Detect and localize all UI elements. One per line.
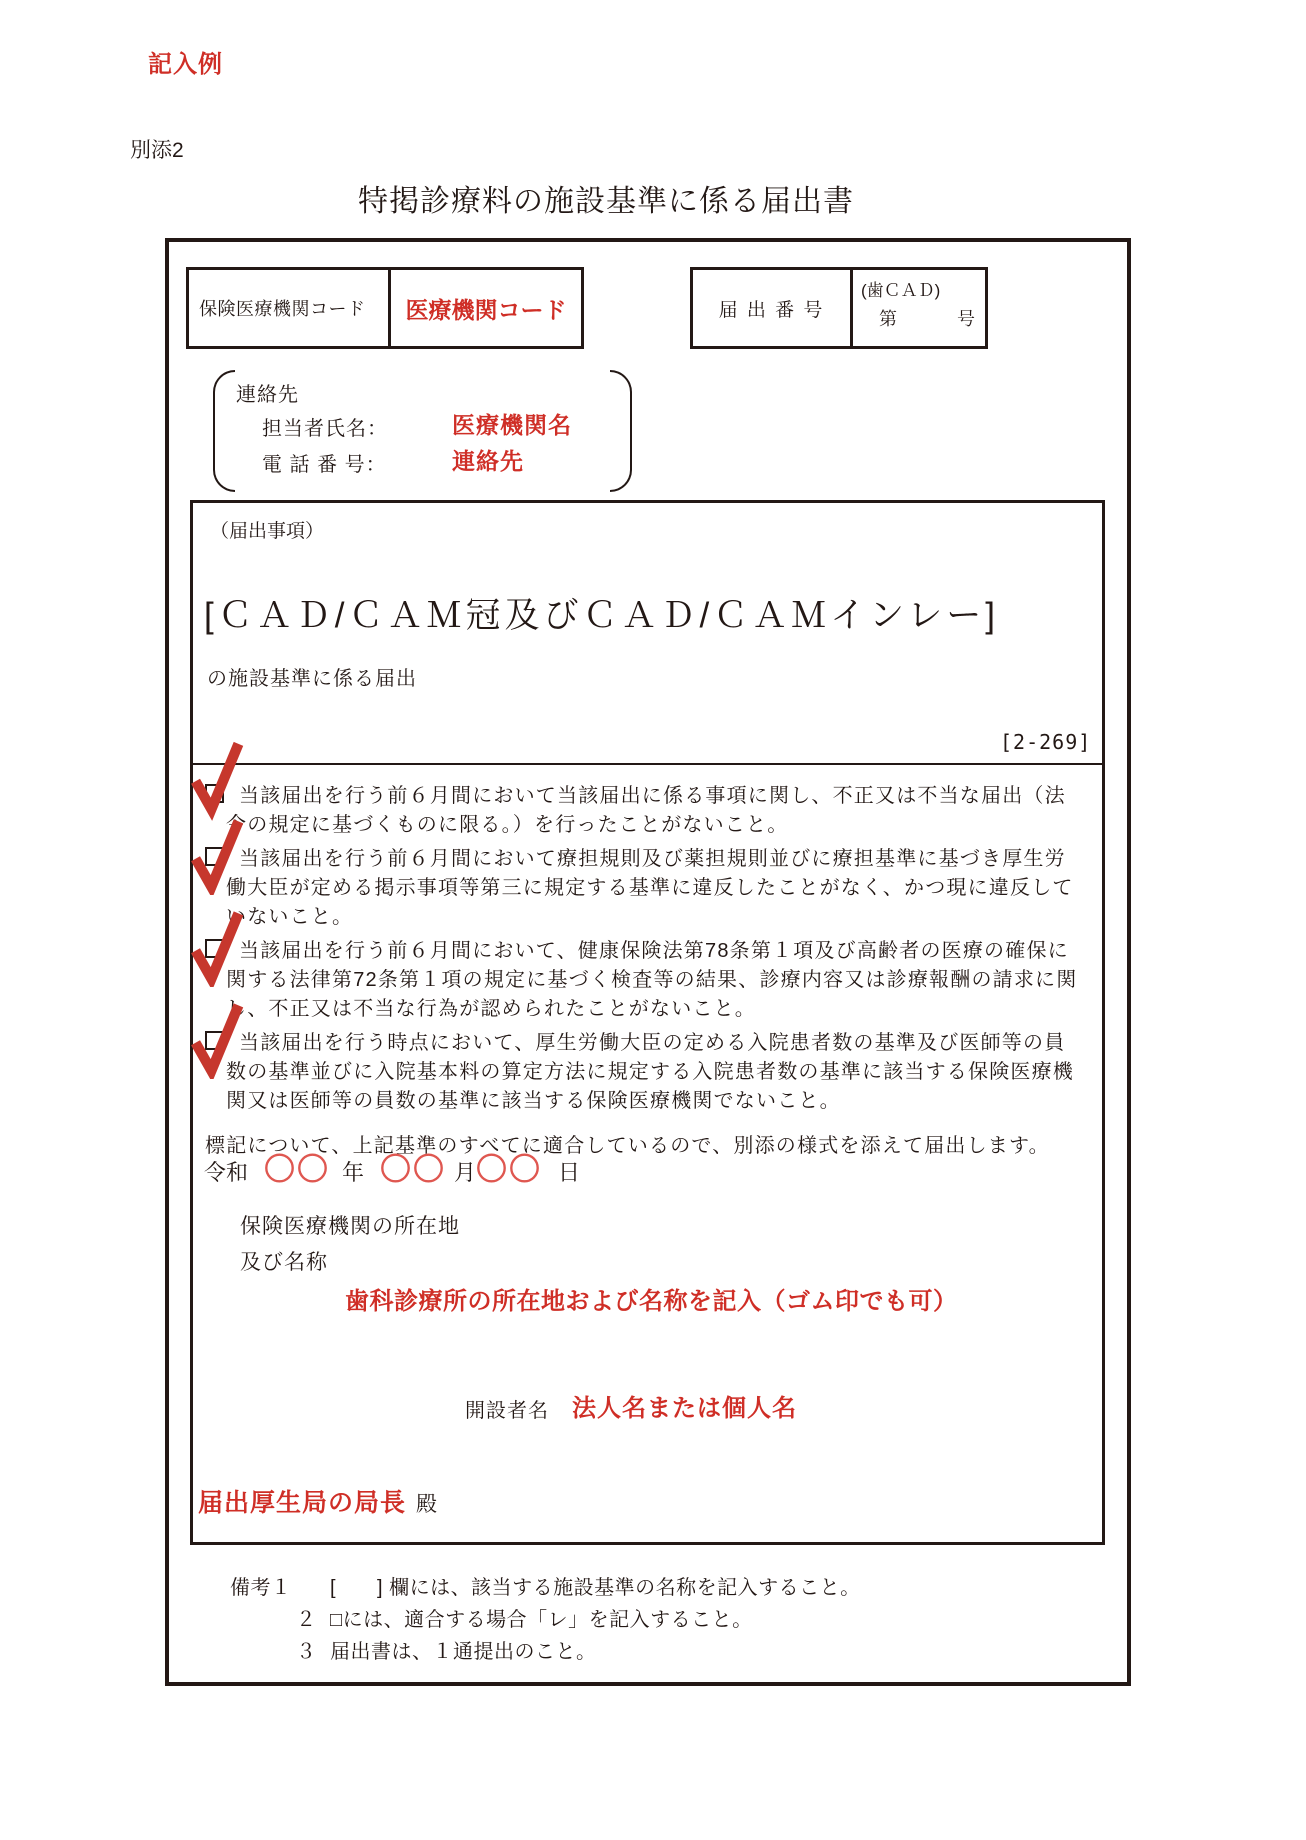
note-number: ３ bbox=[296, 1641, 317, 1663]
recipient-example-field[interactable]: 届出厚生局の局長 bbox=[198, 1489, 407, 1517]
note-item bbox=[230, 1635, 861, 1667]
notification-subject-note: の施設基準に係る届出 bbox=[207, 668, 417, 690]
contact-bracket-right bbox=[610, 370, 632, 492]
contact-heading: 連絡先 bbox=[236, 384, 299, 406]
checklist-line: いないこと。 bbox=[226, 906, 354, 928]
checkbox[interactable] bbox=[205, 847, 224, 866]
checklist-text: 当該届出を行う前６月間において当該届出に係る事項に関し、不正又は不当な届出（法 bbox=[239, 785, 1066, 807]
note-text: 届出書は、１通提出のこと。 bbox=[330, 1641, 597, 1663]
note-item bbox=[230, 1603, 861, 1635]
notification-section-label: （届出事項） bbox=[210, 521, 325, 542]
month-placeholder-circles[interactable]: 〇〇 bbox=[380, 1152, 447, 1187]
notification-subject: [ＣＡＤ/ＣＡＭ冠及びＣＡＤ/ＣＡＭインレー] bbox=[204, 596, 1000, 635]
note-number: ２ bbox=[296, 1609, 317, 1631]
checklist-line: し、不正又は不当な行為が認められたことがないこと。 bbox=[226, 998, 756, 1020]
form-code: [2-269] bbox=[1000, 730, 1092, 754]
note-text: [ ] 欄には、該当する施設基準の名称を記入すること。 bbox=[330, 1577, 861, 1599]
founder-label: 開設者名 bbox=[465, 1400, 549, 1422]
institution-code-table bbox=[186, 267, 584, 349]
year-placeholder-circles[interactable]: 〇〇 bbox=[264, 1152, 331, 1187]
address-label-line1: 保険医療機関の所在地 bbox=[240, 1215, 460, 1238]
notification-number-category: (歯ＣＡＤ) bbox=[861, 281, 941, 300]
notification-number-label: 届 出 番 号 bbox=[693, 270, 853, 346]
checklist-item bbox=[205, 782, 1110, 840]
notification-number-table bbox=[690, 267, 988, 349]
example-label: 記入例 bbox=[148, 51, 223, 78]
month-label: 月 bbox=[454, 1160, 477, 1185]
checklist-text: 当該届出を行う前６月間において療担規則及び薬担規則並びに療担基準に基づき厚生労 bbox=[239, 848, 1066, 870]
page-title: 特掲診療料の施設基準に係る届出書 bbox=[358, 185, 854, 218]
checklist-line bbox=[205, 1029, 1110, 1058]
checklist-item bbox=[205, 1029, 1110, 1116]
note-number: 備考１ bbox=[230, 1577, 292, 1599]
note-text: □には、適合する場合「レ」を記入すること。 bbox=[330, 1609, 753, 1631]
number-prefix: 第 bbox=[879, 309, 897, 329]
notification-number-field[interactable] bbox=[853, 270, 985, 346]
notification-number-line bbox=[861, 305, 977, 331]
contact-phone-label: 電 話 番 号： bbox=[262, 454, 387, 476]
section-divider-line bbox=[193, 763, 1102, 765]
contact-person-label: 担当者氏名： bbox=[262, 418, 388, 440]
checklist-line: 令の規定に基づくものに限る。）を行ったことがないこと。 bbox=[226, 814, 789, 836]
institution-code-label: 保険医療機関コード bbox=[189, 270, 391, 346]
declaration-text: 標記について、上記基準のすべてに適合しているので、別添の様式を添えて届出します。 bbox=[205, 1135, 1050, 1157]
institution-code-field[interactable]: 医療機関コード bbox=[405, 296, 567, 323]
checklist-line: 関する法律第72条第１項の規定に基づく検査等の結果、診療内容又は診療報酬の請求に関 bbox=[226, 969, 1078, 991]
checkbox[interactable] bbox=[205, 939, 224, 958]
attachment-label: 別添2 bbox=[130, 139, 184, 162]
checklist-line: 関又は医師等の員数の基準に該当する保険医療機関でないこと。 bbox=[226, 1090, 841, 1112]
checklist bbox=[205, 782, 1110, 1161]
address-example-field[interactable]: 歯科診療所の所在地および名称を記入（ゴム印でも可） bbox=[345, 1288, 958, 1315]
checklist-text: 当該届出を行う前６月間において、健康保険法第78条第１項及び高齢者の医療の確保に bbox=[239, 940, 1069, 962]
checklist-line: 働大臣が定める掲示事項等第三に規定する基準に違反したことがなく、かつ現に違反して bbox=[226, 877, 1074, 899]
note-item bbox=[230, 1571, 861, 1603]
contact-phone-field[interactable]: 連絡先 bbox=[452, 448, 524, 474]
checklist-line bbox=[205, 845, 1110, 874]
checklist-line bbox=[205, 937, 1110, 966]
address-label-line2: 及び名称 bbox=[240, 1251, 328, 1274]
contact-bracket-left bbox=[213, 370, 235, 492]
recipient-honorific: 殿 bbox=[416, 1493, 437, 1516]
checklist-line: 数の基準並びに入院基本料の算定方法に規定する入院患者数の基準に該当する保険医療機 bbox=[226, 1061, 1074, 1083]
era-label: 令和 bbox=[204, 1160, 249, 1185]
checkbox[interactable] bbox=[205, 1031, 224, 1050]
checklist-line bbox=[205, 782, 1110, 811]
number-suffix: 号 bbox=[957, 309, 975, 329]
day-label: 日 bbox=[558, 1160, 581, 1185]
notes-block bbox=[230, 1571, 861, 1667]
year-label: 年 bbox=[342, 1160, 365, 1185]
checklist-item bbox=[205, 845, 1110, 932]
checklist-text: 当該届出を行う時点において、厚生労働大臣の定める入院患者数の基準及び医師等の員 bbox=[239, 1032, 1066, 1054]
date-line bbox=[204, 1144, 580, 1189]
checklist-item bbox=[205, 937, 1110, 1024]
checkbox[interactable] bbox=[205, 784, 224, 803]
founder-example-field[interactable]: 法人名または個人名 bbox=[572, 1395, 797, 1422]
contact-person-field[interactable]: 医療機関名 bbox=[452, 412, 572, 438]
day-placeholder-circles[interactable]: 〇〇 bbox=[476, 1152, 543, 1187]
